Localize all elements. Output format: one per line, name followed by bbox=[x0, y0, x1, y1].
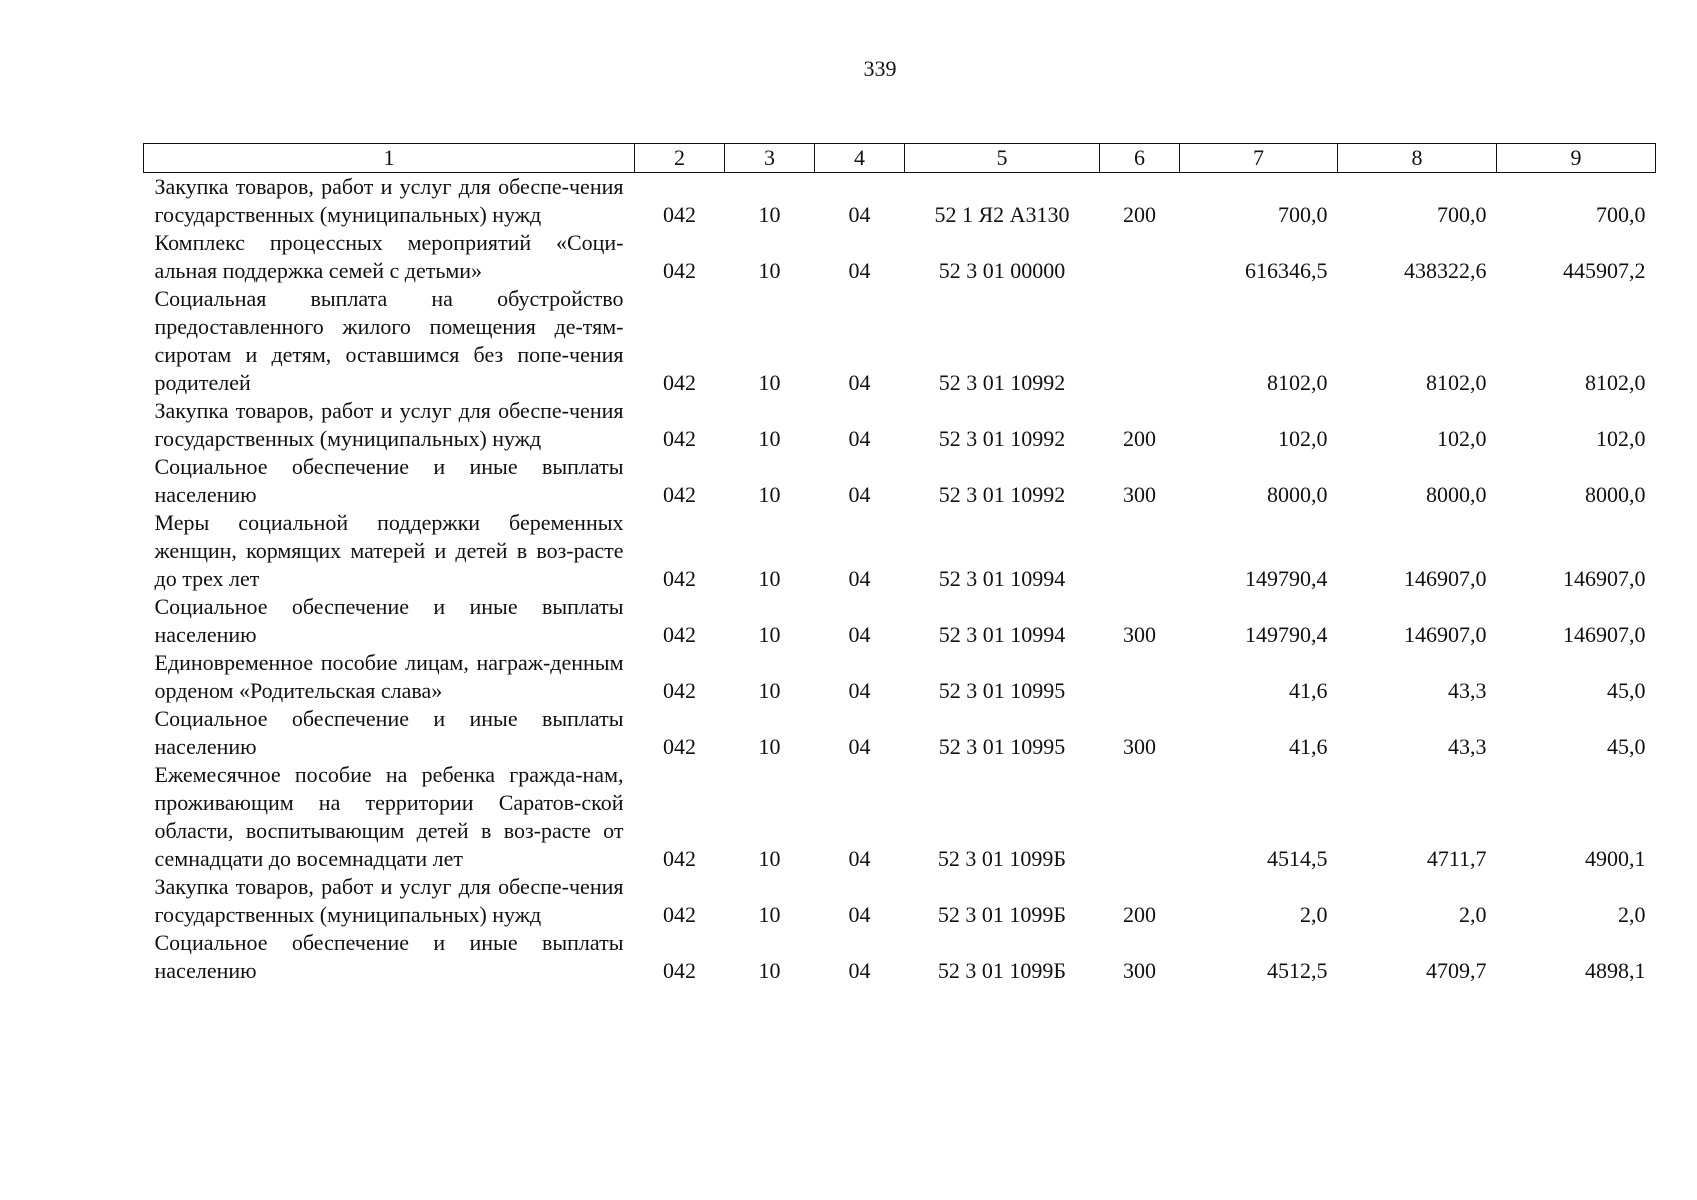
row-description: Социальная выплата на обустройство предоставленного жилого помещения де-тям-сиротам и детям, оставшимся без попе-чения родителей bbox=[154, 286, 624, 395]
cell-target-article: 52 3 01 10995 bbox=[938, 734, 1066, 759]
cell-expense-type: 200 bbox=[1123, 426, 1156, 451]
table-row bbox=[144, 593, 1656, 649]
cell-section: 10 bbox=[758, 426, 781, 451]
cell-section: 10 bbox=[758, 846, 781, 871]
row-description: Закупка товаров, работ и услуг для обеспе-чения государственных (муниципальных) нужд bbox=[154, 174, 624, 227]
cell-expense-type: 300 bbox=[1123, 622, 1156, 647]
cell-amount-year-3: 445907,2 bbox=[1563, 258, 1646, 283]
cell-section: 10 bbox=[758, 258, 781, 283]
cell-subsection: 04 bbox=[848, 566, 871, 591]
header-col-2: 2 bbox=[635, 144, 725, 173]
cell-amount-year-3: 45,0 bbox=[1607, 678, 1646, 703]
cell-target-article: 52 3 01 1099Б bbox=[937, 846, 1067, 871]
cell-expense-type bbox=[1100, 229, 1180, 285]
cell-target-article: 52 3 01 10992 bbox=[938, 482, 1066, 507]
cell-amount-year-2: 2,0 bbox=[1459, 902, 1487, 927]
cell-amount-year-3: 700,0 bbox=[1596, 202, 1646, 227]
cell-amount-year-1: 616346,5 bbox=[1245, 258, 1328, 283]
cell-expense-type bbox=[1100, 285, 1180, 397]
cell-ministry: 042 bbox=[663, 734, 696, 759]
cell-amount-year-2: 4709,7 bbox=[1426, 958, 1487, 983]
cell-subsection: 04 bbox=[848, 370, 871, 395]
cell-amount-year-3: 146907,0 bbox=[1563, 566, 1646, 591]
cell-subsection: 04 bbox=[848, 958, 871, 983]
header-col-3: 3 bbox=[725, 144, 815, 173]
cell-amount-year-1: 149790,4 bbox=[1245, 566, 1328, 591]
cell-amount-year-2: 8102,0 bbox=[1426, 370, 1487, 395]
cell-expense-type: 200 bbox=[1123, 202, 1156, 227]
cell-ministry: 042 bbox=[663, 566, 696, 591]
cell-amount-year-1: 41,6 bbox=[1289, 678, 1328, 703]
cell-ministry: 042 bbox=[663, 426, 696, 451]
header-col-7: 7 bbox=[1180, 144, 1338, 173]
budget-table bbox=[143, 143, 1656, 985]
cell-amount-year-3: 8102,0 bbox=[1585, 370, 1646, 395]
cell-amount-year-3: 4898,1 bbox=[1585, 958, 1646, 983]
row-description: Социальное обеспечение и иные выплаты населению bbox=[154, 594, 624, 647]
table-row bbox=[144, 285, 1656, 397]
cell-amount-year-2: 43,3 bbox=[1448, 678, 1487, 703]
cell-ministry: 042 bbox=[663, 678, 696, 703]
header-col-6: 6 bbox=[1100, 144, 1180, 173]
cell-amount-year-2: 438322,6 bbox=[1404, 258, 1487, 283]
cell-section: 10 bbox=[758, 678, 781, 703]
table-row bbox=[144, 229, 1656, 285]
cell-amount-year-1: 102,0 bbox=[1278, 426, 1328, 451]
cell-section: 10 bbox=[758, 734, 781, 759]
header-col-1: 1 bbox=[144, 144, 635, 173]
cell-amount-year-1: 2,0 bbox=[1300, 902, 1328, 927]
cell-amount-year-3: 45,0 bbox=[1607, 734, 1646, 759]
row-description: Меры социальной поддержки беременных женщин, кормящих матерей и детей в воз-расте до трех лет bbox=[154, 510, 624, 591]
cell-amount-year-2: 146907,0 bbox=[1404, 622, 1487, 647]
cell-amount-year-1: 4512,5 bbox=[1267, 958, 1328, 983]
table-row bbox=[144, 509, 1656, 593]
row-description: Комплекс процессных мероприятий «Соци-альная поддержка семей с детьми» bbox=[154, 230, 624, 283]
header-col-4: 4 bbox=[815, 144, 905, 173]
cell-amount-year-3: 102,0 bbox=[1596, 426, 1646, 451]
cell-amount-year-2: 700,0 bbox=[1437, 202, 1487, 227]
cell-target-article: 52 1 Я2 А3130 bbox=[934, 202, 1070, 227]
header-col-9: 9 bbox=[1497, 144, 1656, 173]
table-body bbox=[144, 173, 1656, 986]
cell-expense-type: 300 bbox=[1123, 482, 1156, 507]
cell-amount-year-1: 8000,0 bbox=[1267, 482, 1328, 507]
table-row bbox=[144, 173, 1656, 230]
cell-ministry: 042 bbox=[663, 958, 696, 983]
cell-ministry: 042 bbox=[663, 622, 696, 647]
cell-ministry: 042 bbox=[663, 846, 696, 871]
cell-amount-year-1: 8102,0 bbox=[1267, 370, 1328, 395]
cell-section: 10 bbox=[758, 482, 781, 507]
cell-amount-year-1: 4514,5 bbox=[1267, 846, 1328, 871]
cell-subsection: 04 bbox=[848, 482, 871, 507]
table-row bbox=[144, 397, 1656, 453]
table-header bbox=[144, 144, 1656, 173]
cell-amount-year-2: 8000,0 bbox=[1426, 482, 1487, 507]
row-description: Социальное обеспечение и иные выплаты населению bbox=[154, 706, 624, 759]
cell-amount-year-2: 102,0 bbox=[1437, 426, 1487, 451]
cell-ministry: 042 bbox=[663, 482, 696, 507]
cell-subsection: 04 bbox=[848, 258, 871, 283]
table-row bbox=[144, 929, 1656, 985]
table-row bbox=[144, 453, 1656, 509]
cell-target-article: 52 3 01 1099Б bbox=[937, 902, 1067, 927]
cell-target-article: 52 3 01 10995 bbox=[938, 678, 1066, 703]
cell-amount-year-3: 2,0 bbox=[1618, 902, 1646, 927]
cell-expense-type: 200 bbox=[1123, 902, 1156, 927]
cell-amount-year-3: 4900,1 bbox=[1585, 846, 1646, 871]
cell-amount-year-2: 146907,0 bbox=[1404, 566, 1487, 591]
row-description: Социальное обеспечение и иные выплаты населению bbox=[154, 930, 624, 983]
cell-subsection: 04 bbox=[848, 846, 871, 871]
cell-amount-year-3: 8000,0 bbox=[1585, 482, 1646, 507]
row-description: Закупка товаров, работ и услуг для обеспе-чения государственных (муниципальных) нужд bbox=[154, 874, 624, 927]
cell-ministry: 042 bbox=[663, 370, 696, 395]
cell-subsection: 04 bbox=[848, 426, 871, 451]
cell-section: 10 bbox=[758, 566, 781, 591]
cell-expense-type bbox=[1100, 509, 1180, 593]
table-row bbox=[144, 649, 1656, 705]
cell-amount-year-1: 700,0 bbox=[1278, 202, 1328, 227]
cell-section: 10 bbox=[758, 958, 781, 983]
cell-amount-year-2: 43,3 bbox=[1448, 734, 1487, 759]
cell-section: 10 bbox=[758, 902, 781, 927]
cell-amount-year-2: 4711,7 bbox=[1426, 846, 1487, 871]
page-number: 339 bbox=[863, 56, 897, 81]
row-description: Единовременное пособие лицам, награж-денным орденом «Родительская слава» bbox=[154, 650, 624, 703]
cell-expense-type bbox=[1100, 761, 1180, 873]
row-description: Социальное обеспечение и иные выплаты населению bbox=[154, 454, 624, 507]
cell-target-article: 52 3 01 1099Б bbox=[937, 958, 1067, 983]
header-col-8: 8 bbox=[1338, 144, 1497, 173]
cell-target-article: 52 3 01 00000 bbox=[938, 258, 1066, 283]
cell-expense-type: 300 bbox=[1123, 734, 1156, 759]
cell-section: 10 bbox=[758, 202, 781, 227]
cell-amount-year-1: 149790,4 bbox=[1245, 622, 1328, 647]
cell-subsection: 04 bbox=[848, 622, 871, 647]
table-row bbox=[144, 873, 1656, 929]
cell-expense-type: 300 bbox=[1123, 958, 1156, 983]
cell-target-article: 52 3 01 10994 bbox=[938, 622, 1066, 647]
cell-section: 10 bbox=[758, 622, 781, 647]
cell-subsection: 04 bbox=[848, 902, 871, 927]
cell-target-article: 52 3 01 10992 bbox=[938, 426, 1066, 451]
cell-amount-year-3: 146907,0 bbox=[1563, 622, 1646, 647]
header-row bbox=[144, 144, 1656, 173]
cell-target-article: 52 3 01 10992 bbox=[938, 370, 1066, 395]
row-description: Закупка товаров, работ и услуг для обеспе-чения государственных (муниципальных) нужд bbox=[154, 398, 624, 451]
cell-subsection: 04 bbox=[848, 734, 871, 759]
header-col-5: 5 bbox=[905, 144, 1100, 173]
cell-target-article: 52 3 01 10994 bbox=[938, 566, 1066, 591]
cell-subsection: 04 bbox=[848, 202, 871, 227]
cell-ministry: 042 bbox=[663, 902, 696, 927]
cell-ministry: 042 bbox=[663, 258, 696, 283]
cell-amount-year-1: 41,6 bbox=[1289, 734, 1328, 759]
cell-subsection: 04 bbox=[848, 678, 871, 703]
cell-expense-type bbox=[1100, 649, 1180, 705]
cell-ministry: 042 bbox=[663, 202, 696, 227]
table-row bbox=[144, 705, 1656, 761]
cell-section: 10 bbox=[758, 370, 781, 395]
table-row bbox=[144, 761, 1656, 873]
row-description: Ежемесячное пособие на ребенка гражда-нам, проживающим на территории Саратов-ской области, воспитывающим детей в воз-расте от семнадцати до восемнадцати лет bbox=[154, 762, 624, 871]
